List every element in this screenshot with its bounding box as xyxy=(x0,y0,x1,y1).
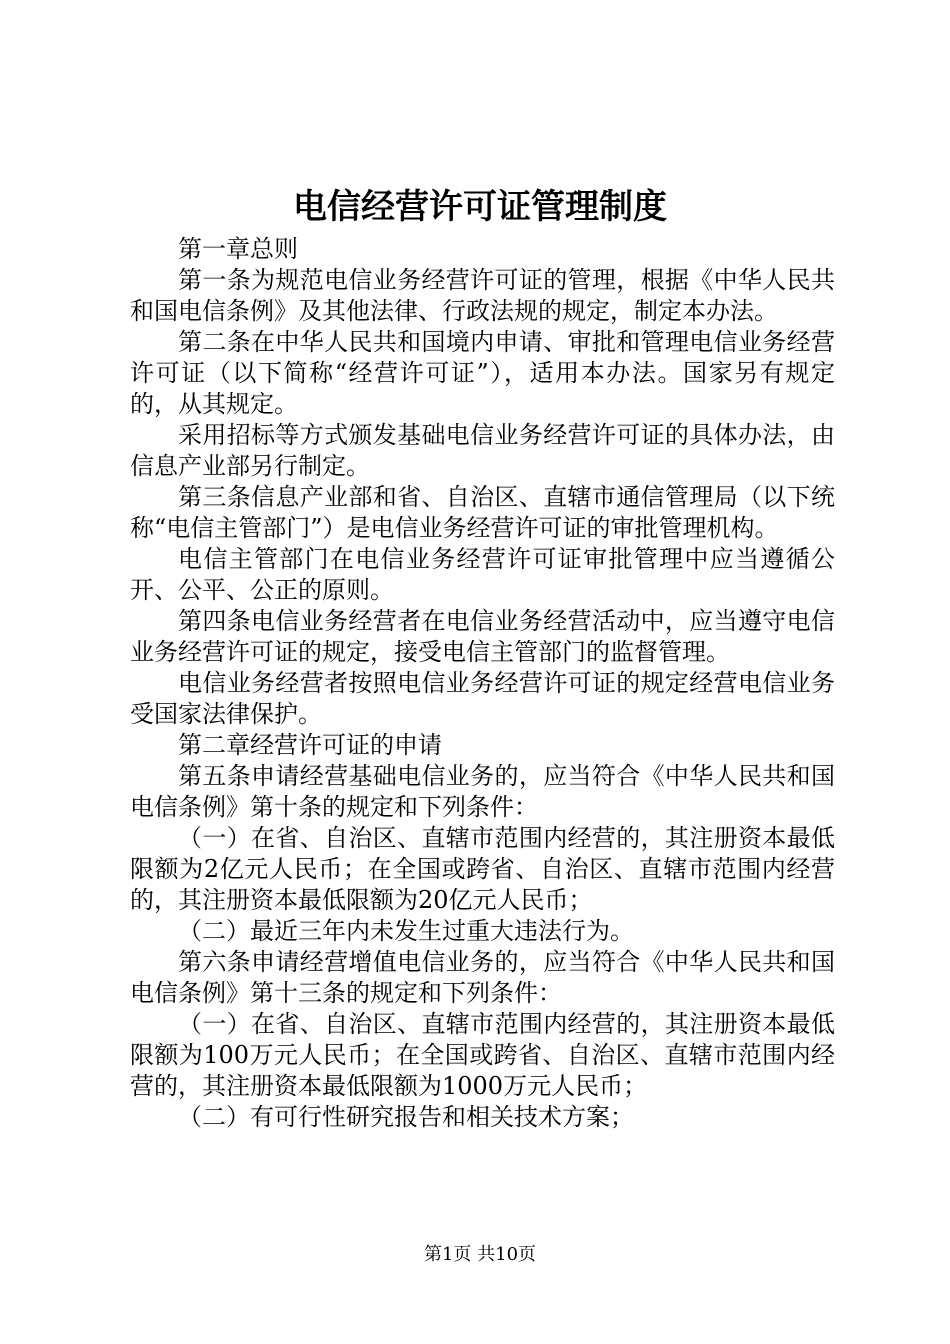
page-footer: 第1页 共10页 xyxy=(423,1244,537,1265)
paragraph: 采用招标等方式颁发基础电信业务经营许可证的具体办法，由信息产业部另行制定。 xyxy=(130,421,835,480)
paragraph: （一）在省、自治区、直辖市范围内经营的，其注册资本最低限额为2亿元人民币；在全国或跨省、自治区、直辖市范围内经营的，其注册资本最低限额为20亿元人民币； xyxy=(130,824,835,914)
paragraph: 第四条电信业务经营者在电信业务经营活动中，应当遵守电信业务经营许可证的规定，接受电信主管部门的监督管理。 xyxy=(130,607,835,666)
chapter-heading: 第一章总则 xyxy=(178,235,298,263)
paragraph: 第三条信息产业部和省、自治区、直辖市通信管理局（以下统称“电信主管部门”）是电信业务经营许可证的审批管理机构。 xyxy=(130,483,835,542)
chapter-heading: 第二章经营许可证的申请 xyxy=(178,731,442,759)
paragraph: 第六条申请经营增值电信业务的，应当符合《中华人民共和国电信条例》第十三条的规定和下列条件： xyxy=(130,948,835,1007)
paragraph: 电信主管部门在电信业务经营许可证审批管理中应当遵循公开、公平、公正的原则。 xyxy=(130,545,835,604)
paragraph: （二）最近三年内未发生过重大违法行为。 xyxy=(178,917,634,945)
paragraph: 电信业务经营者按照电信业务经营许可证的规定经营电信业务受国家法律保护。 xyxy=(130,669,835,728)
paragraph: 第五条申请经营基础电信业务的，应当符合《中华人民共和国电信条例》第十条的规定和下列条件： xyxy=(130,762,835,821)
document-title: 电信经营许可证管理制度 xyxy=(293,187,667,227)
paragraph: 第一条为规范电信业务经营许可证的管理，根据《中华人民共和国电信条例》及其他法律、行政法规的规定，制定本办法。 xyxy=(130,266,835,325)
paragraph: （二）有可行性研究报告和相关技术方案； xyxy=(178,1103,634,1131)
paragraph: （一）在省、自治区、直辖市范围内经营的，其注册资本最低限额为100万元人民币；在全国或跨省、自治区、直辖市范围内经营的，其注册资本最低限额为1000万元人民币； xyxy=(130,1010,835,1100)
paragraph: 第二条在中华人民共和国境内申请、审批和管理电信业务经营许可证（以下简称“经营许可证”），适用本办法。国家另有规定的，从其规定。 xyxy=(130,328,835,418)
document-body xyxy=(130,234,835,1133)
